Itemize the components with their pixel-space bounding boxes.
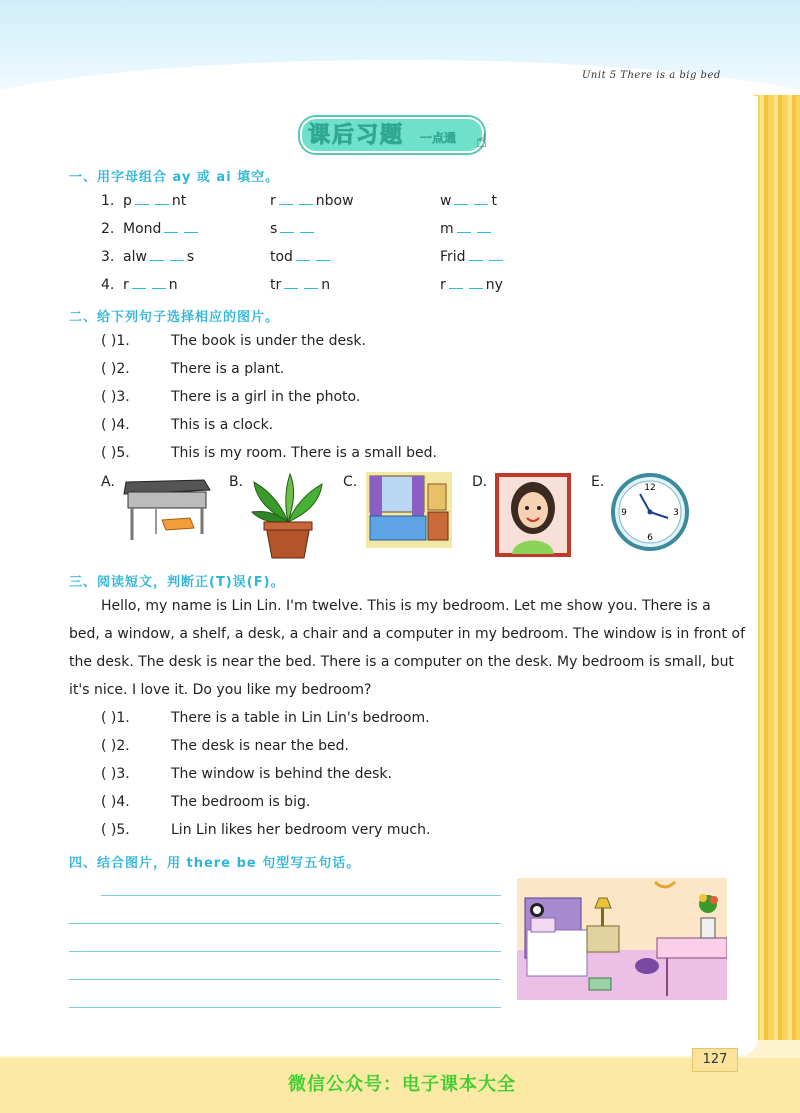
question-text: Lin Lin likes her bedroom very much. xyxy=(171,822,431,838)
section-banner xyxy=(300,113,498,153)
writing-line-5[interactable] xyxy=(69,1007,501,1008)
potted-plant-icon xyxy=(250,472,326,560)
page-number: 127 xyxy=(692,1048,738,1072)
item-prefix: s xyxy=(270,221,278,237)
blank-line[interactable] xyxy=(454,194,468,205)
blank-line[interactable] xyxy=(279,194,293,205)
answer-bracket[interactable]: ( )1. xyxy=(101,333,130,349)
blank-line[interactable] xyxy=(135,194,149,205)
blank-line[interactable] xyxy=(280,222,294,233)
bedroom-scene-icon xyxy=(517,878,727,1000)
item-prefix: r xyxy=(440,277,446,293)
answer-bracket[interactable]: ( )5. xyxy=(101,822,130,838)
blank-line[interactable] xyxy=(132,278,146,289)
blank-line[interactable] xyxy=(457,222,471,233)
answer-bracket[interactable]: ( )1. xyxy=(101,710,130,726)
picture-label-a: A. xyxy=(101,474,115,490)
item-suffix: n xyxy=(168,277,178,293)
item-suffix: t xyxy=(491,193,497,209)
answer-bracket[interactable]: ( )3. xyxy=(101,766,130,782)
passage-line-3: the desk. The desk is near the bed. There is a computer on the desk. My bedroom is small, but xyxy=(69,654,734,670)
blank-line[interactable] xyxy=(474,194,488,205)
blank-line[interactable] xyxy=(300,222,314,233)
item-suffix: ny xyxy=(485,277,503,293)
pointing-hand-icon: ☝ xyxy=(476,131,487,152)
section1-title: 一、用字母组合 ay 或 ai 填空。 xyxy=(69,170,280,185)
banner-title: 课后习题 xyxy=(308,123,405,148)
item-prefix: Frid xyxy=(440,249,466,265)
item-prefix: m xyxy=(440,221,454,237)
answer-bracket[interactable]: ( )2. xyxy=(101,738,130,754)
fill-in-item[interactable] xyxy=(123,249,194,265)
writing-line-1[interactable] xyxy=(101,895,501,896)
item-prefix: tod xyxy=(270,249,293,265)
question-text: The book is under the desk. xyxy=(171,333,366,349)
clock-3: 3 xyxy=(673,508,679,518)
desk-with-book-icon xyxy=(120,472,212,544)
question-text: There is a table in Lin Lin's bedroom. xyxy=(171,710,430,726)
fill-in-item[interactable] xyxy=(440,193,497,209)
item-prefix: alw xyxy=(123,249,147,265)
item-prefix: r xyxy=(270,193,276,209)
fill-in-item[interactable] xyxy=(270,277,330,293)
question-text: The desk is near the bed. xyxy=(171,738,350,754)
blank-line[interactable] xyxy=(469,278,483,289)
blank-line[interactable] xyxy=(299,194,313,205)
answer-bracket[interactable]: ( )5. xyxy=(101,445,130,461)
blank-line[interactable] xyxy=(296,250,310,261)
fill-in-item[interactable] xyxy=(440,221,494,237)
fill-in-item[interactable] xyxy=(440,277,503,293)
exercise-number: 3. xyxy=(101,249,115,265)
blank-line[interactable] xyxy=(284,278,298,289)
passage-line-1: Hello, my name is Lin Lin. I'm twelve. This is my bedroom. Let me show you. There is a xyxy=(101,598,711,614)
question-text: The window is behind the desk. xyxy=(171,766,392,782)
fill-in-item[interactable] xyxy=(270,249,333,265)
blank-line[interactable] xyxy=(449,278,463,289)
fill-in-item[interactable] xyxy=(270,193,354,209)
exercise-number: 1. xyxy=(101,193,115,209)
section4-title: 四、结合图片，用 there be 句型写五句话。 xyxy=(69,856,361,871)
answer-bracket[interactable]: ( )4. xyxy=(101,794,130,810)
blank-line[interactable] xyxy=(164,222,178,233)
answer-bracket[interactable]: ( )4. xyxy=(101,417,130,433)
blank-line[interactable] xyxy=(152,278,166,289)
blank-line[interactable] xyxy=(477,222,491,233)
question-text: The bedroom is big. xyxy=(171,794,311,810)
question-text: There is a plant. xyxy=(171,361,285,377)
exercise-number: 2. xyxy=(101,221,115,237)
blank-line[interactable] xyxy=(469,250,483,261)
fill-in-item[interactable] xyxy=(270,221,317,237)
unit-header: Unit 5 There is a big bed xyxy=(582,70,721,81)
fill-in-item[interactable] xyxy=(440,249,506,265)
blank-line[interactable] xyxy=(489,250,503,261)
writing-line-2[interactable] xyxy=(69,923,501,924)
fill-in-item[interactable] xyxy=(123,277,178,293)
section2-title: 二、给下列句子选择相应的图片。 xyxy=(69,310,280,325)
fill-in-item[interactable] xyxy=(123,193,186,209)
exercise-number: 4. xyxy=(101,277,115,293)
passage-line-4: it's nice. I love it. Do you like my bedroom? xyxy=(69,682,372,698)
item-suffix: nbow xyxy=(315,193,354,209)
fill-in-item[interactable] xyxy=(123,221,201,237)
item-prefix: r xyxy=(123,277,129,293)
item-prefix: p xyxy=(123,193,132,209)
blank-line[interactable] xyxy=(150,250,164,261)
item-suffix: s xyxy=(186,249,195,265)
footer-watermark: 微信公众号：电子课本大全 xyxy=(288,1074,516,1095)
page-edge-decoration xyxy=(754,95,800,1113)
item-prefix: tr xyxy=(270,277,282,293)
banner-subtitle: 一点通 xyxy=(420,131,457,145)
clock-12: 12 xyxy=(644,483,656,493)
question-text: There is a girl in the photo. xyxy=(171,389,361,405)
picture-label-e: E. xyxy=(591,474,605,490)
passage-line-2: bed, a window, a shelf, a desk, a chair and a computer in my bedroom. The window is in front of xyxy=(69,626,745,642)
question-text: This is my room. There is a small bed. xyxy=(171,445,437,461)
item-suffix: nt xyxy=(171,193,187,209)
picture-label-c: C. xyxy=(343,474,358,490)
blank-line[interactable] xyxy=(184,222,198,233)
question-text: This is a clock. xyxy=(171,417,274,433)
clock-icon xyxy=(610,472,690,552)
blank-line[interactable] xyxy=(316,250,330,261)
picture-label-b: B. xyxy=(229,474,244,490)
picture-label-d: D. xyxy=(472,474,488,490)
answer-bracket[interactable]: ( )3. xyxy=(101,389,130,405)
bedroom-icon xyxy=(366,472,452,548)
blank-line[interactable] xyxy=(304,278,318,289)
clock-6: 6 xyxy=(647,533,653,543)
writing-line-3[interactable] xyxy=(69,951,501,952)
writing-line-4[interactable] xyxy=(69,979,501,980)
item-prefix: Mond xyxy=(123,221,162,237)
blank-line[interactable] xyxy=(170,250,184,261)
item-prefix: w xyxy=(440,193,452,209)
answer-bracket[interactable]: ( )2. xyxy=(101,361,130,377)
girl-photo-icon xyxy=(494,472,572,558)
blank-line[interactable] xyxy=(155,194,169,205)
clock-9: 9 xyxy=(621,508,627,518)
item-suffix: n xyxy=(321,277,331,293)
section3-title: 三、阅读短文，判断正(T)误(F)。 xyxy=(69,575,285,590)
